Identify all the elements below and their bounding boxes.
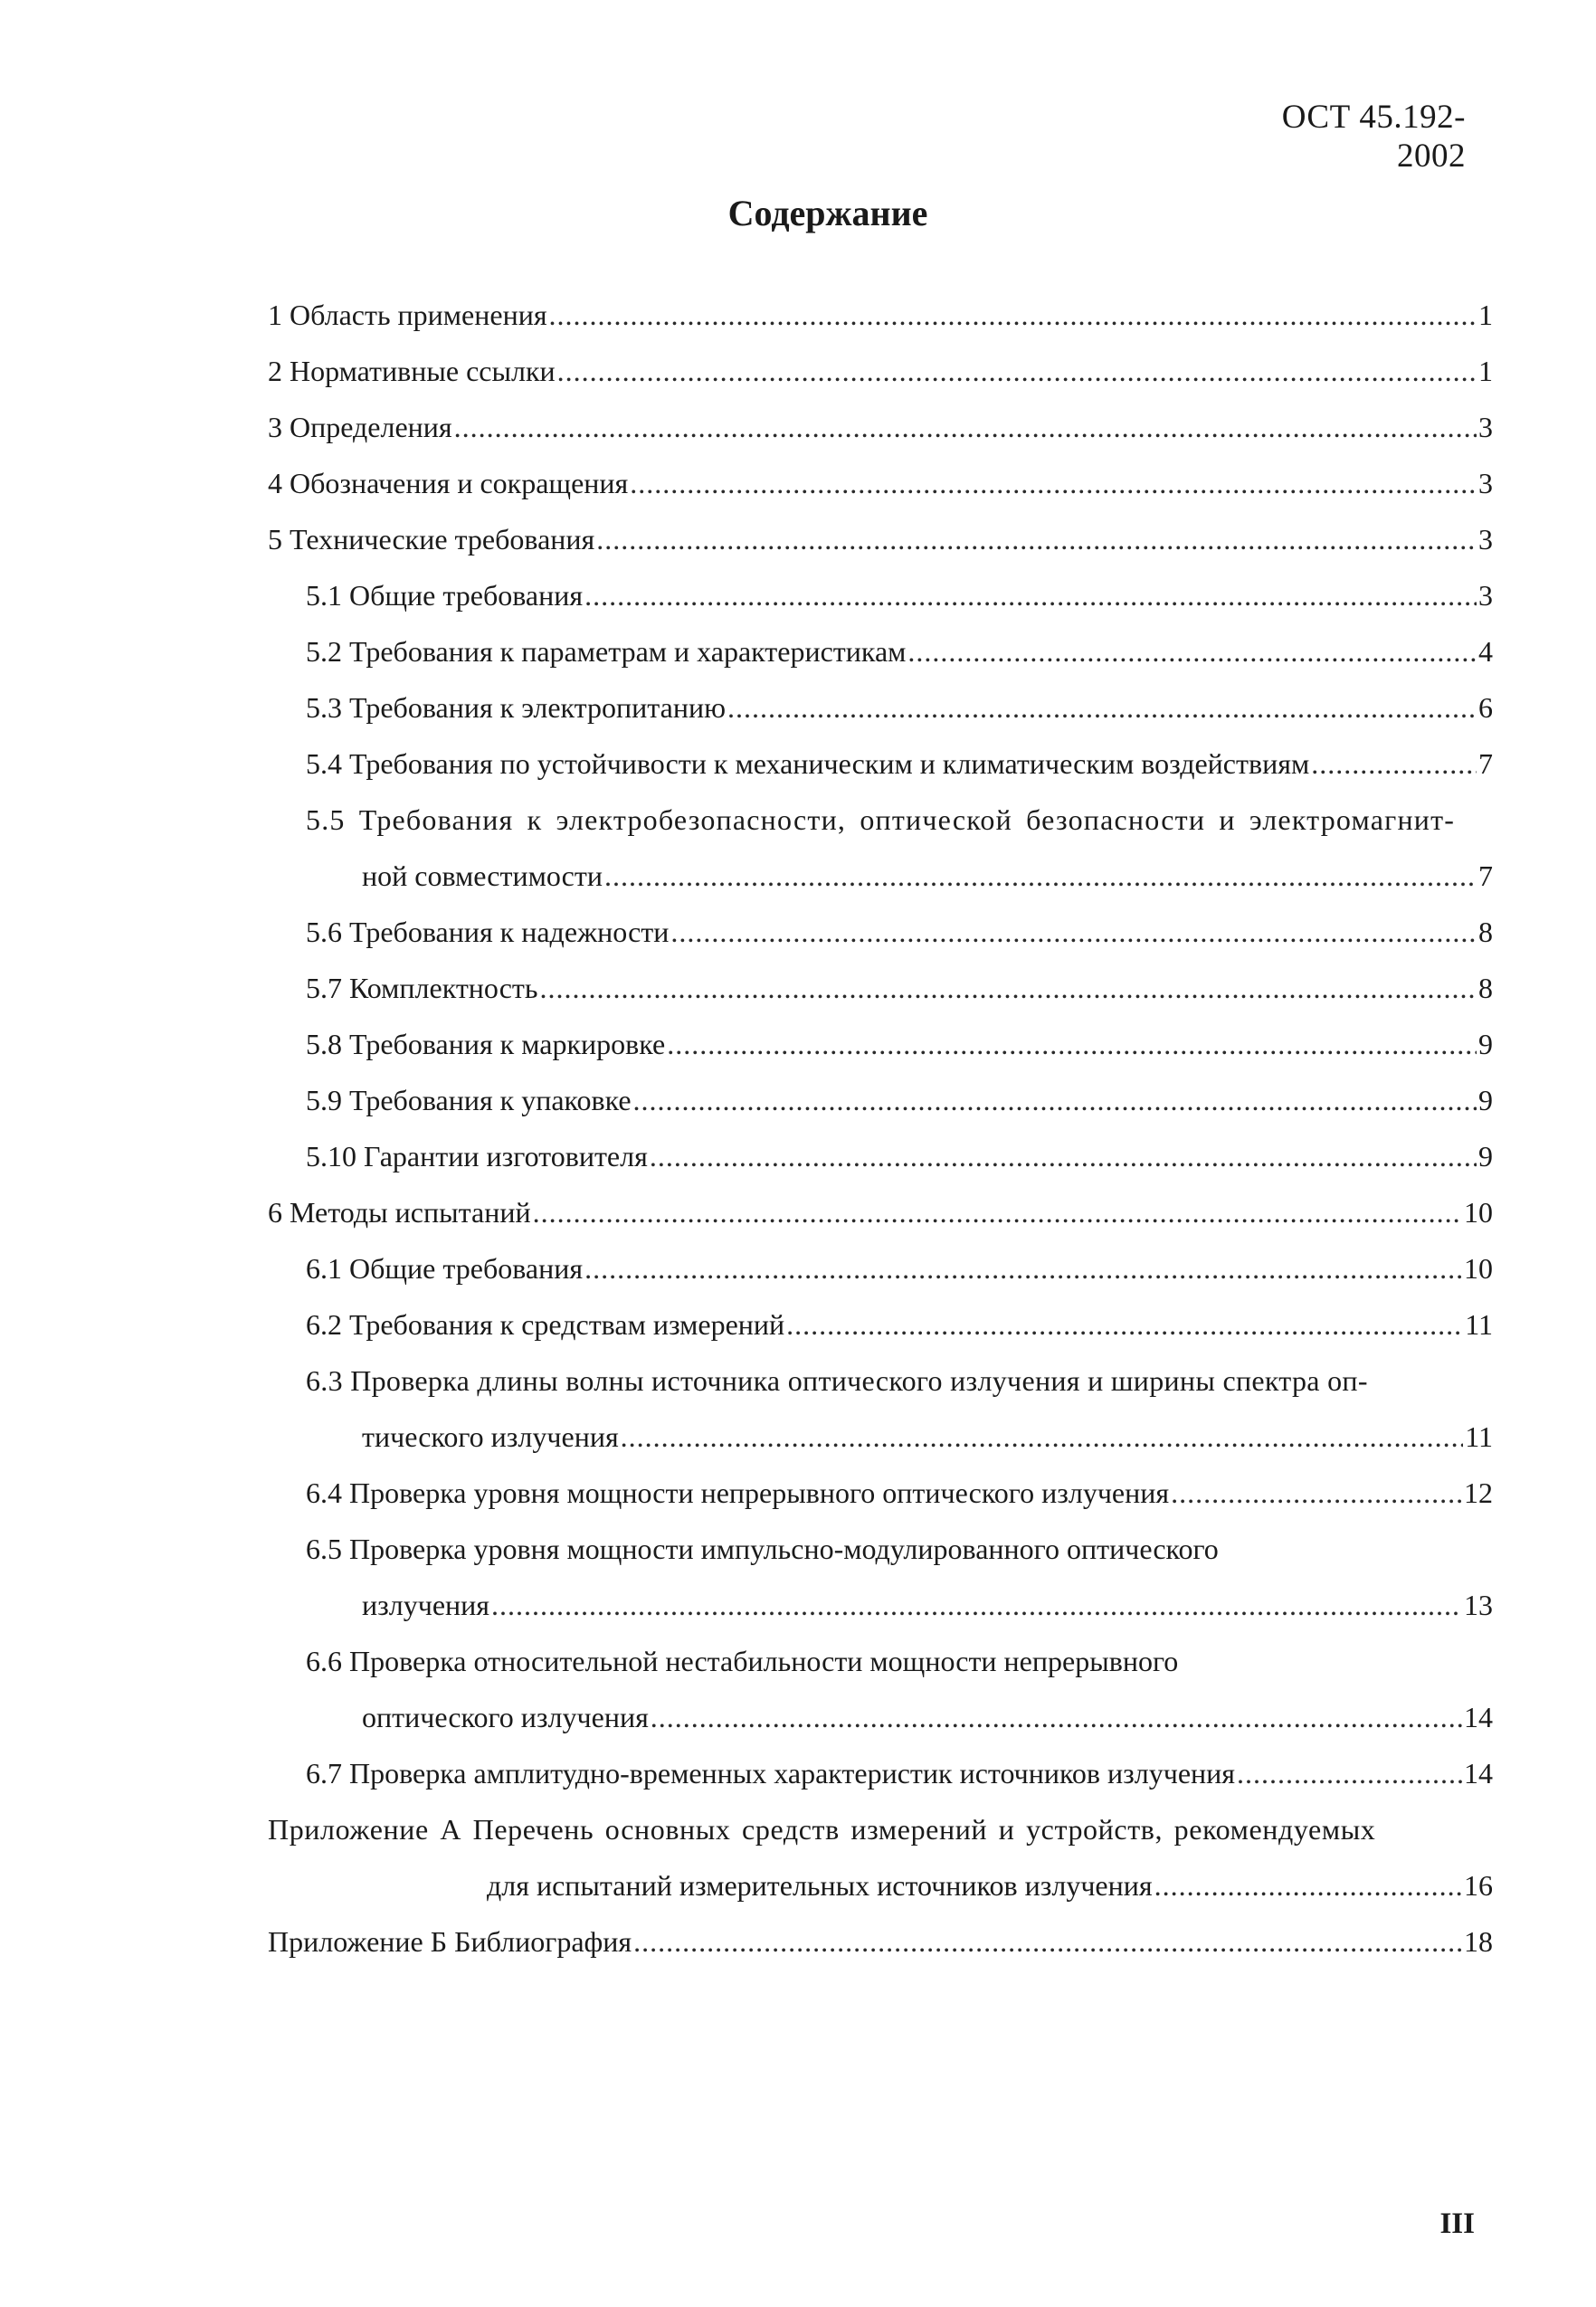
toc-entry-page: 13 xyxy=(1464,1589,1493,1621)
dot-leader xyxy=(491,1587,1462,1623)
dot-leader xyxy=(630,465,1477,501)
toc-entry-label: оптического излучения xyxy=(362,1701,649,1733)
toc-entry xyxy=(362,1419,1493,1455)
toc-entry xyxy=(306,1026,1493,1062)
dot-leader xyxy=(727,689,1477,726)
toc-entry-page: 8 xyxy=(1478,972,1493,1004)
toc-entry-label: Приложение Б Библиография xyxy=(268,1925,632,1958)
dot-leader xyxy=(584,1250,1462,1286)
dot-leader xyxy=(549,297,1477,333)
toc-entry-page: 3 xyxy=(1478,579,1493,612)
toc-entry-page: 1 xyxy=(1478,355,1493,387)
toc-entry-label: 5.2 Требования к параметрам и характеристикам xyxy=(306,635,907,668)
toc-entry-label: 6.1 Общие требования xyxy=(306,1252,584,1285)
dot-leader xyxy=(633,1923,1462,1960)
dot-leader xyxy=(533,1194,1462,1230)
toc-entry xyxy=(306,1306,1493,1343)
dot-leader xyxy=(596,521,1477,557)
toc-entry-label: 2 Нормативные ссылки xyxy=(268,355,556,387)
toc-entry-page: 11 xyxy=(1465,1308,1493,1341)
toc-entry-label: излучения xyxy=(362,1589,489,1621)
toc-entry-page: 7 xyxy=(1478,859,1493,892)
toc-entry xyxy=(268,297,1493,333)
toc-entry-label: 5.4 Требования по устойчивости к механическим и климатическим воздействиям xyxy=(306,747,1310,780)
toc-entry xyxy=(306,577,1493,613)
dot-leader xyxy=(1237,1755,1462,1791)
toc-entry-label: 5.8 Требования к маркировке xyxy=(306,1028,666,1060)
toc-entry-page: 7 xyxy=(1478,747,1493,780)
toc-entry xyxy=(362,858,1493,894)
toc-entry-page: 12 xyxy=(1464,1476,1493,1509)
toc-entry-label: тического излучения xyxy=(362,1420,619,1453)
toc-entry-label: для испытаний измерительных источников излучения xyxy=(487,1869,1153,1902)
toc-entry xyxy=(306,1138,1493,1174)
toc-entry-label: 5.7 Комплектность xyxy=(306,972,538,1004)
dot-leader xyxy=(584,577,1477,613)
toc-entry-label: 3 Определения xyxy=(268,411,452,443)
toc-entry-label: 5.9 Требования к упаковке xyxy=(306,1084,632,1116)
toc-entry-page: 10 xyxy=(1464,1196,1493,1229)
toc-entry-page: 8 xyxy=(1478,916,1493,948)
dot-leader xyxy=(557,353,1477,389)
toc-entry-label: 5.6 Требования к надежности xyxy=(306,916,670,948)
toc-entry-page: 3 xyxy=(1478,411,1493,443)
page-title: Содержание xyxy=(727,193,928,233)
dot-leader xyxy=(650,1138,1477,1174)
toc-entry-label: 6.2 Требования к средствам измерений xyxy=(306,1308,785,1341)
dot-leader xyxy=(540,970,1477,1006)
toc-entry-label: 6 Методы испытаний xyxy=(268,1196,531,1229)
toc-entry-page: 11 xyxy=(1465,1420,1493,1453)
toc-entry-page: 9 xyxy=(1478,1028,1493,1060)
dot-leader xyxy=(670,914,1477,950)
dot-leader xyxy=(1311,745,1477,782)
toc-entry-label: 6.4 Проверка уровня мощности непрерывного оптического излучения xyxy=(306,1476,1170,1509)
toc-entry-page: 9 xyxy=(1478,1084,1493,1116)
toc-entry-first-line: Приложение А Перечень основных средств измерений и устройств, рекомендуемых xyxy=(268,1813,1376,1846)
toc-entry xyxy=(268,409,1493,445)
toc-entry-label: 1 Область применения xyxy=(268,299,547,331)
page-number: III xyxy=(1439,2207,1475,2240)
dot-leader xyxy=(1171,1475,1462,1511)
dot-leader xyxy=(454,409,1477,445)
toc-entry-label: 6.7 Проверка амплитудно-временных характеристик источников излучения xyxy=(306,1757,1236,1790)
toc-entry-page: 3 xyxy=(1478,467,1493,499)
toc-entry xyxy=(268,1923,1493,1960)
toc-entry xyxy=(306,633,1493,669)
toc-entry xyxy=(306,1082,1493,1118)
toc-entry xyxy=(487,1867,1493,1904)
toc-entry-page: 16 xyxy=(1464,1869,1493,1902)
toc-entry-first-line: 5.5 Требования к электробезопасности, оптической безопасности и электромагнит- xyxy=(306,803,1456,836)
toc-entry-page: 10 xyxy=(1464,1252,1493,1285)
toc-entry xyxy=(306,1250,1493,1286)
dot-leader xyxy=(667,1026,1477,1062)
toc-entry xyxy=(306,914,1493,950)
toc-entry-label: 5.3 Требования к электропитанию xyxy=(306,691,727,724)
toc-entry-first-line: 6.3 Проверка длины волны источника оптического излучения и ширины спектра оп- xyxy=(306,1364,1368,1397)
dot-leader xyxy=(907,633,1477,669)
dot-leader xyxy=(1154,1867,1462,1904)
dot-leader xyxy=(621,1419,1464,1455)
dot-leader xyxy=(786,1306,1463,1343)
toc-entry xyxy=(268,1194,1493,1230)
toc-entry-page: 3 xyxy=(1478,523,1493,555)
toc-entry-label: ной совместимости xyxy=(362,859,603,892)
document-code: ОСТ 45.192-2002 xyxy=(1281,99,1466,175)
dot-leader xyxy=(604,858,1477,894)
toc-entry-label: 5 Технические требования xyxy=(268,523,595,555)
toc-entry-label: 5.10 Гарантии изготовителя xyxy=(306,1140,648,1172)
toc-entry-page: 6 xyxy=(1478,691,1493,724)
toc-entry-first-line: 6.5 Проверка уровня мощности импульсно-модулированного оптического xyxy=(306,1533,1219,1565)
toc-entry-page: 1 xyxy=(1478,299,1493,331)
toc-entry xyxy=(306,1755,1493,1791)
toc-entry xyxy=(306,970,1493,1006)
toc-entry-label: 4 Обозначения и сокращения xyxy=(268,467,629,499)
toc-entry xyxy=(306,745,1493,782)
toc-entry-page: 9 xyxy=(1478,1140,1493,1172)
toc-entry xyxy=(362,1699,1493,1735)
toc-entry-page: 4 xyxy=(1478,635,1493,668)
toc-entry xyxy=(306,689,1493,726)
toc-entry xyxy=(306,1475,1493,1511)
dot-leader xyxy=(633,1082,1477,1118)
toc-entry xyxy=(268,353,1493,389)
toc-entry xyxy=(268,465,1493,501)
toc-entry xyxy=(268,521,1493,557)
toc-entry-first-line: 6.6 Проверка относительной нестабильности мощности непрерывного xyxy=(306,1645,1179,1677)
toc-entry xyxy=(362,1587,1493,1623)
toc-entry-page: 14 xyxy=(1464,1701,1493,1733)
toc-entry-label: 5.1 Общие требования xyxy=(306,579,584,612)
toc-entry-page: 18 xyxy=(1464,1925,1493,1958)
toc-entry-page: 14 xyxy=(1464,1757,1493,1790)
dot-leader xyxy=(651,1699,1462,1735)
